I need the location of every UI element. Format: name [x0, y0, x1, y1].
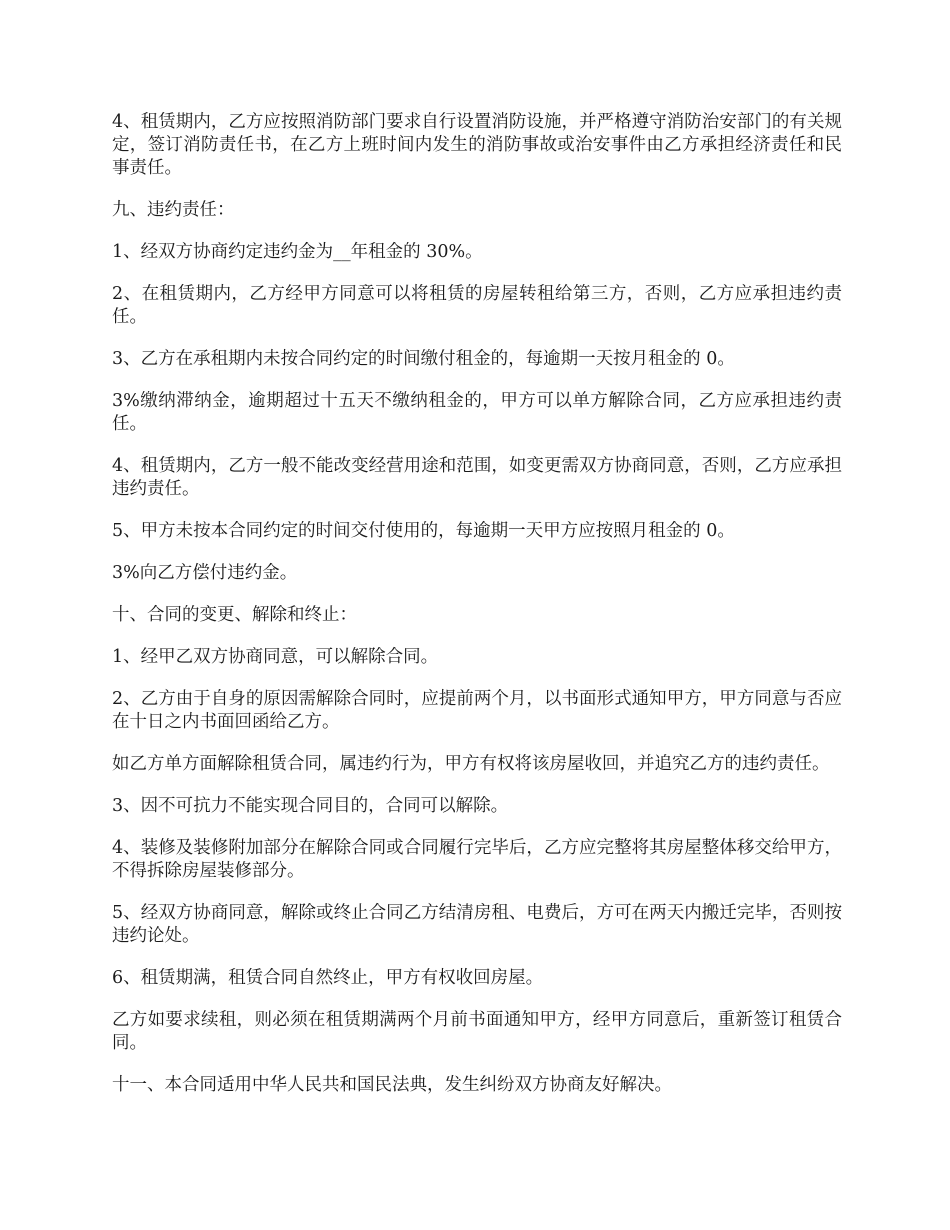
clause-late-rent: 3、乙方在承租期内未按合同约定的时间缴付租金的，每逾期一天按月租金的 0。	[112, 349, 735, 369]
clause-use-change: 4、租赁期内，乙方一般不能改变经营用途和范围，如变更需双方协商同意，否则，乙方应承担违约责任。	[112, 456, 842, 499]
section-governing-law: 十一、本合同适用中华人民共和国民法典，发生纠纷双方协商友好解决。	[112, 1075, 672, 1095]
clause-unilateral-termination: 如乙方单方面解除租赁合同，属违约行为，甲方有权将该房屋收回，并追究乙方的违约责任。	[112, 754, 830, 774]
clause-lease-expiry: 6、租赁期满，租赁合同自然终止，甲方有权收回房屋。	[112, 968, 544, 988]
clause-renovation-handover: 4、装修及装修附加部分在解除合同或合同履行完毕后，乙方应完整将其房屋整体移交给甲方，不得拆除房屋装修部分。	[112, 838, 842, 881]
clause-force-majeure: 3、因不可抗力不能实现合同目的，合同可以解除。	[112, 796, 509, 816]
clause-mutual-termination: 1、经甲乙双方协商同意，可以解除合同。	[112, 647, 439, 667]
clause-late-delivery: 5、甲方未按本合同约定的时间交付使用的，每逾期一天甲方应按照月租金的 0。	[112, 521, 735, 541]
section-heading-termination: 十、合同的变更、解除和终止：	[112, 605, 357, 625]
clause-renewal: 乙方如要求续租，则必须在租赁期满两个月前书面通知甲方，经甲方同意后，重新签订租赁合同。	[112, 1010, 842, 1053]
clause-penalty-amount: 1、经双方协商约定违约金为__年租金的 30%。	[112, 242, 483, 262]
clause-fire-safety: 4、租赁期内，乙方应按照消防部门要求自行设置消防设施，并严格遵守消防治安部门的有关规定，签订消防责任书，在乙方上班时间内发生的消防事故或治安事件由乙方承担经济责任和民事责任。	[112, 112, 842, 178]
clause-sublease: 2、在租赁期内，乙方经甲方同意可以将租赁的房屋转租给第三方，否则，乙方应承担违约责任。	[112, 284, 842, 327]
clause-early-termination-notice: 2、乙方由于自身的原因需解除合同时，应提前两个月，以书面形式通知甲方，甲方同意与否应在十日之内书面回函给乙方。	[112, 689, 842, 732]
document-page	[112, 111, 842, 1116]
section-heading-breach-liability: 九、违约责任：	[112, 200, 235, 220]
clause-late-fee: 3%缴纳滞纳金，逾期超过十五天不缴纳租金的，甲方可以单方解除合同，乙方应承担违约责任。	[112, 391, 842, 434]
clause-delivery-penalty: 3%向乙方偿付违约金。	[112, 563, 298, 583]
clause-move-out: 5、经双方协商同意，解除或终止合同乙方结清房租、电费后，方可在两天内搬迁完毕，否则按违约论处。	[112, 903, 842, 946]
